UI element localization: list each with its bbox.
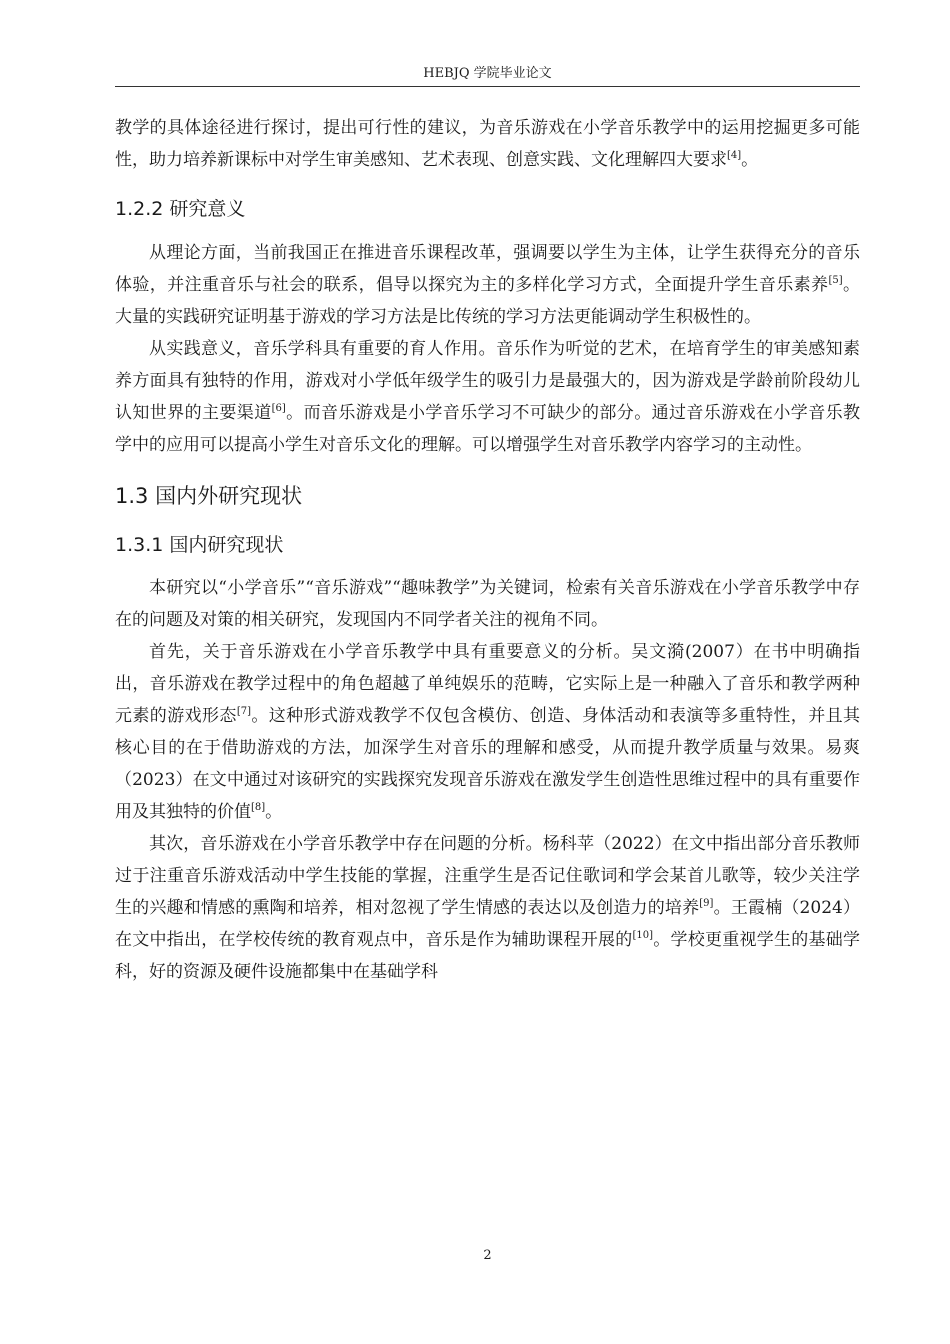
page-body <box>115 112 860 988</box>
citation-6: [6] <box>271 403 286 414</box>
domestic-problems-paragraph: 其次，音乐游戏在小学音乐教学中存在问题的分析。杨科苹（2022）在文中指出部分音乐教师过于注重音乐游戏活动中学生技能的掌握，注重学生是否记住歌词和学会某首儿歌等，较少关注学生的兴趣和情感的熏陶和培养，相对忽视了学生情感的表达以及创造力的培养[9]。王霞楠（2024）在文中指出，在学校传统的教育观点中，音乐是作为辅助课程开展的[10]。学校更重视学生的基础学科，好的资源及硬件设施都集中在基础学科 <box>115 834 861 982</box>
significance-practice-paragraph: 从实践意义，音乐学科具有重要的育人作用。音乐作为听觉的艺术，在培育学生的审美感知素养方面具有独特的作用，游戏对小学低年级学生的吸引力是最强大的，因为游戏是学龄前阶段幼儿认知世界的主要渠道[6]。而音乐游戏是小学音乐学习不可缺少的部分。通过音乐游戏在小学音乐教学中的应用可以提高小学生对音乐文化的理解。可以增强学生对音乐教学内容学习的主动性。 <box>115 339 861 455</box>
citation-5: [5] <box>828 275 843 286</box>
header-rule <box>115 86 860 87</box>
heading-1-2-2: 1.2.2 研究意义 <box>115 198 246 220</box>
running-header: HEBJQ 学院毕业论文 <box>423 66 552 81</box>
citation-10: [10] <box>632 930 654 941</box>
domestic-keywords-paragraph: 本研究以“小学音乐”“音乐游戏”“趣味教学”为关键词，检索有关音乐游戏在小学音乐教学中存在的问题及对策的相关研究，发现国内不同学者关注的视角不同。 <box>115 578 860 630</box>
heading-1-3-1: 1.3.1 国内研究现状 <box>115 534 284 556</box>
citation-4: [4] <box>727 150 742 161</box>
intro-tail-paragraph: 教学的具体途径进行探讨，提出可行性的建议，为音乐游戏在小学音乐教学中的运用挖掘更多可能性，助力培养新课标中对学生审美感知、艺术表现、创意实践、文化理解四大要求[4]。 <box>115 118 860 170</box>
heading-1-3: 1.3 国内外研究现状 <box>115 484 303 508</box>
page-number: 2 <box>483 1248 492 1263</box>
citation-7: [7] <box>236 706 251 717</box>
domestic-significance-paragraph: 首先，关于音乐游戏在小学音乐教学中具有重要意义的分析。吴文漪(2007）在书中明确指出，音乐游戏在教学过程中的角色超越了单纯娱乐的范畴，它实际上是一种融入了音乐和教学两种元素的游戏形态[7]。这种形式游戏教学不仅包含模仿、创造、身体活动和表演等多重特性，并且其核心目的在于借助游戏的方法，加深学生对音乐的理解和感受，从而提升教学质量与效果。易爽（2023）在文中通过对该研究的实践探究发现音乐游戏在激发学生创造性思维过程中的具有重要作用及其独特的价值[8]。 <box>115 642 861 822</box>
significance-theory-paragraph: 从理论方面，当前我国正在推进音乐课程改革，强调要以学生为主体，让学生获得充分的音乐体验，并注重音乐与社会的联系，倡导以探究为主的多样化学习方式，全面提升学生音乐素养[5]。大量的实践研究证明基于游戏的学习方法是比传统的学习方法更能调动学生积极性的。 <box>115 243 861 327</box>
citation-9: [9] <box>699 898 714 909</box>
citation-8: [8] <box>251 802 266 813</box>
